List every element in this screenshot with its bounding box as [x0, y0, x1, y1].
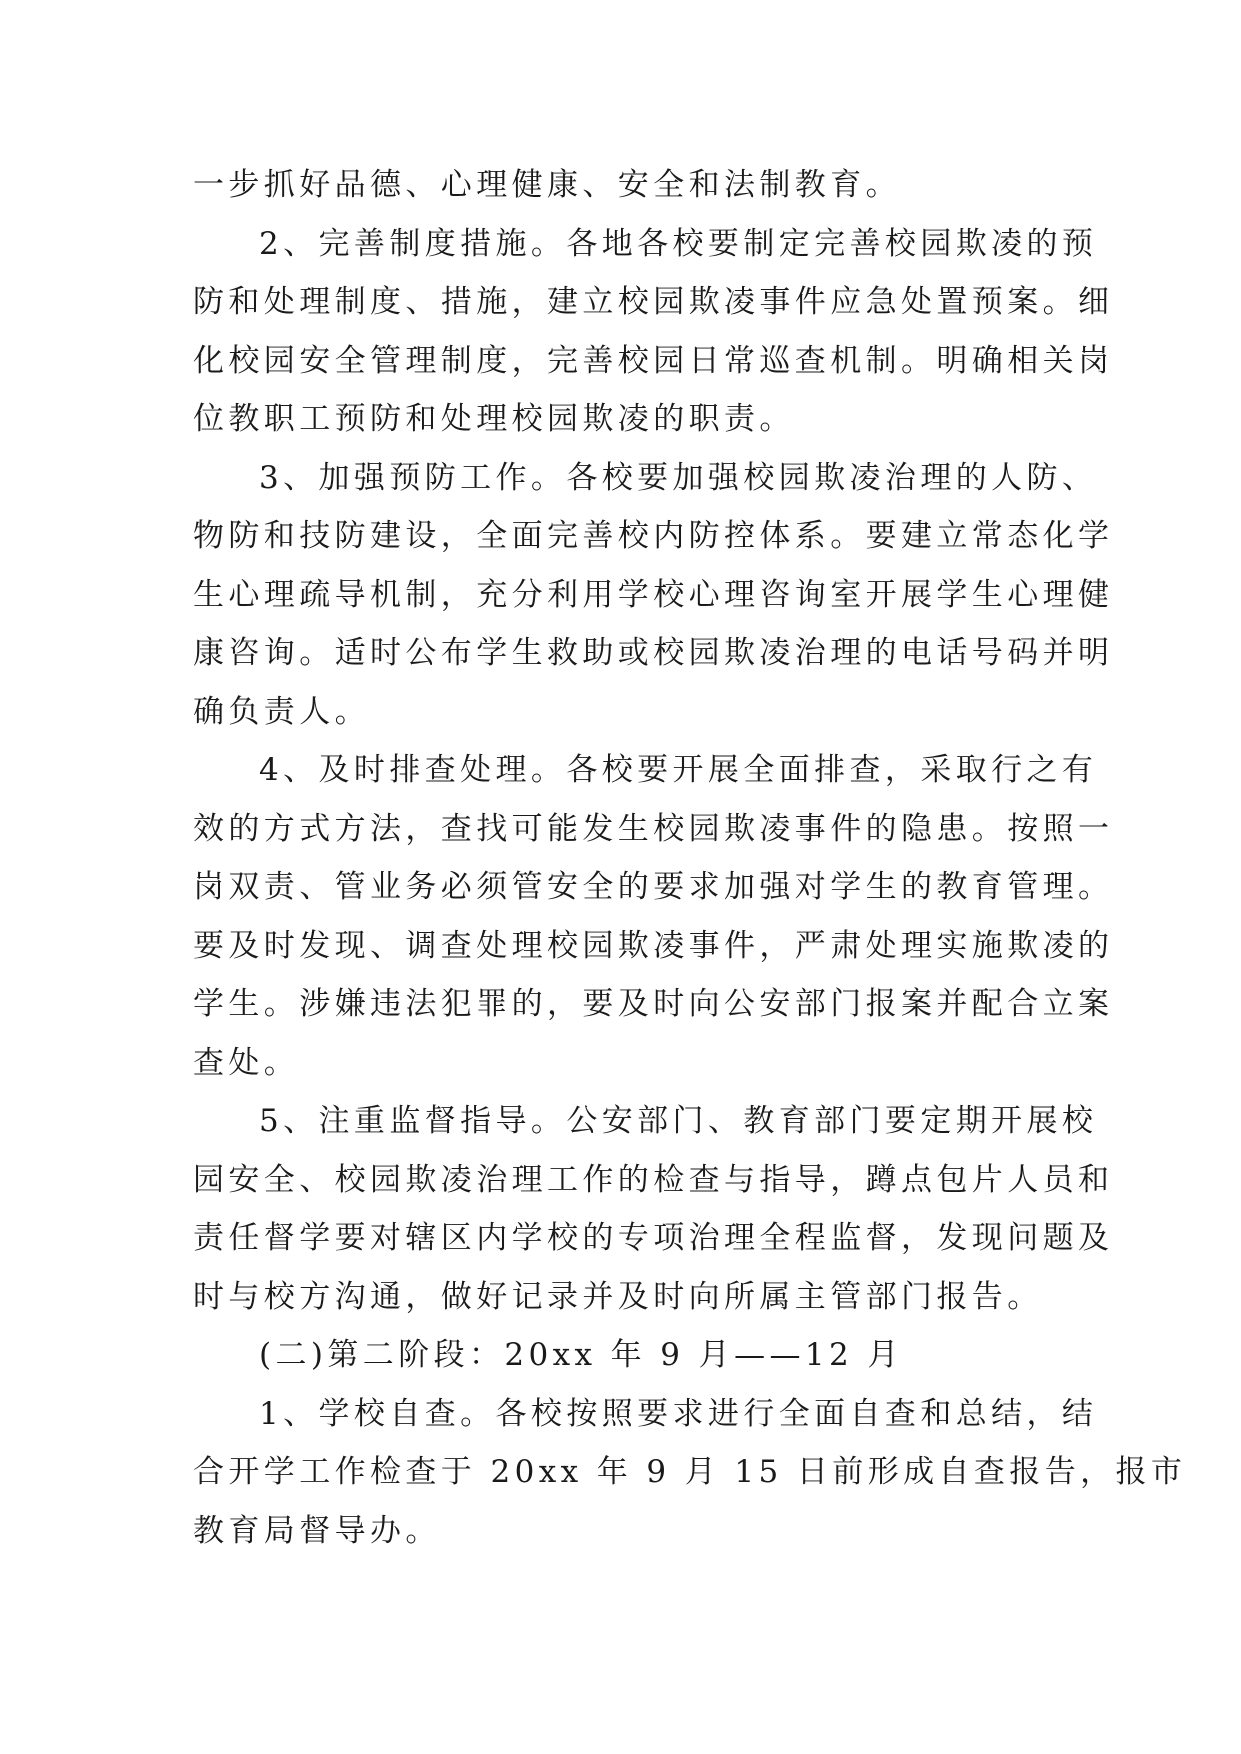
text-line: 教育局督导办。 — [193, 1512, 441, 1549]
text-line: 合开学工作检查于 20xx 年 9 月 15 日前形成自查报告，报市 — [193, 1454, 1187, 1490]
text-line: 查处。 — [193, 1044, 300, 1081]
text-line: 确负责人。 — [193, 693, 370, 730]
paragraph-item-4 — [193, 741, 1114, 1092]
text-line: 物防和技防建设，全面完善校内防控体系。要建立常态化学 — [193, 518, 1114, 554]
text-line: 生心理疏导机制，充分利用学校心理咨询室开展学生心理健 — [193, 576, 1114, 613]
text-line: 防和处理制度、措施，建立校园欺凌事件应急处置预案。细 — [193, 284, 1114, 320]
text-line: 位教职工预防和处理校园欺凌的职责。 — [193, 401, 795, 437]
section-heading-phase-2 — [193, 1326, 1053, 1385]
text-line: 1、学校自查。各校按照要求进行全面自查和总结，结 — [259, 1395, 1098, 1432]
text-line: 要及时发现、调查处理校园欺凌事件，严肃处理实施欺凌的 — [193, 927, 1114, 964]
paragraph-item-1-phase-2 — [193, 1385, 1187, 1561]
text-line: 时与校方沟通，做好记录并及时向所属主管部门报告。 — [193, 1278, 1043, 1315]
paragraph-continuation — [193, 156, 1053, 215]
text-line: 责任督学要对辖区内学校的专项治理全程监督，发现问题及 — [193, 1220, 1114, 1256]
text-line: 5、注重监督指导。公安部门、教育部门要定期开展校 — [259, 1103, 1098, 1139]
text-line: 园安全、校园欺凌治理工作的检查与指导，蹲点包片人员和 — [193, 1161, 1114, 1198]
text-line: 化校园安全管理制度，完善校园日常巡查机制。明确相关岗 — [193, 342, 1114, 379]
paragraph-item-3 — [193, 449, 1114, 742]
text-line: 学生。涉嫌违法犯罪的，要及时向公安部门报案并配合立案 — [193, 986, 1114, 1022]
text-line: 4、及时排查处理。各校要开展全面排查，采取行之有 — [259, 752, 1098, 788]
text-line: 康咨询。适时公布学生救助或校园欺凌治理的电话号码并明 — [193, 635, 1114, 671]
paragraph-item-5 — [193, 1092, 1114, 1326]
text-line: 岗双责、管业务必须管安全的要求加强对学生的教育管理。 — [193, 869, 1114, 905]
text-line: 2、完善制度措施。各地各校要制定完善校园欺凌的预 — [259, 225, 1098, 262]
paragraph-item-2 — [193, 215, 1114, 449]
text-line: 效的方式方法，查找可能发生校园欺凌事件的隐患。按照一 — [193, 810, 1114, 847]
text-line: (二)第二阶段：20xx 年 9 月——12 月 — [259, 1337, 903, 1373]
document-body — [193, 156, 1187, 1560]
text-line: 一步抓好品德、心理健康、安全和法制教育。 — [193, 167, 901, 203]
text-line: 3、加强预防工作。各校要加强校园欺凌治理的人防、 — [259, 459, 1098, 496]
